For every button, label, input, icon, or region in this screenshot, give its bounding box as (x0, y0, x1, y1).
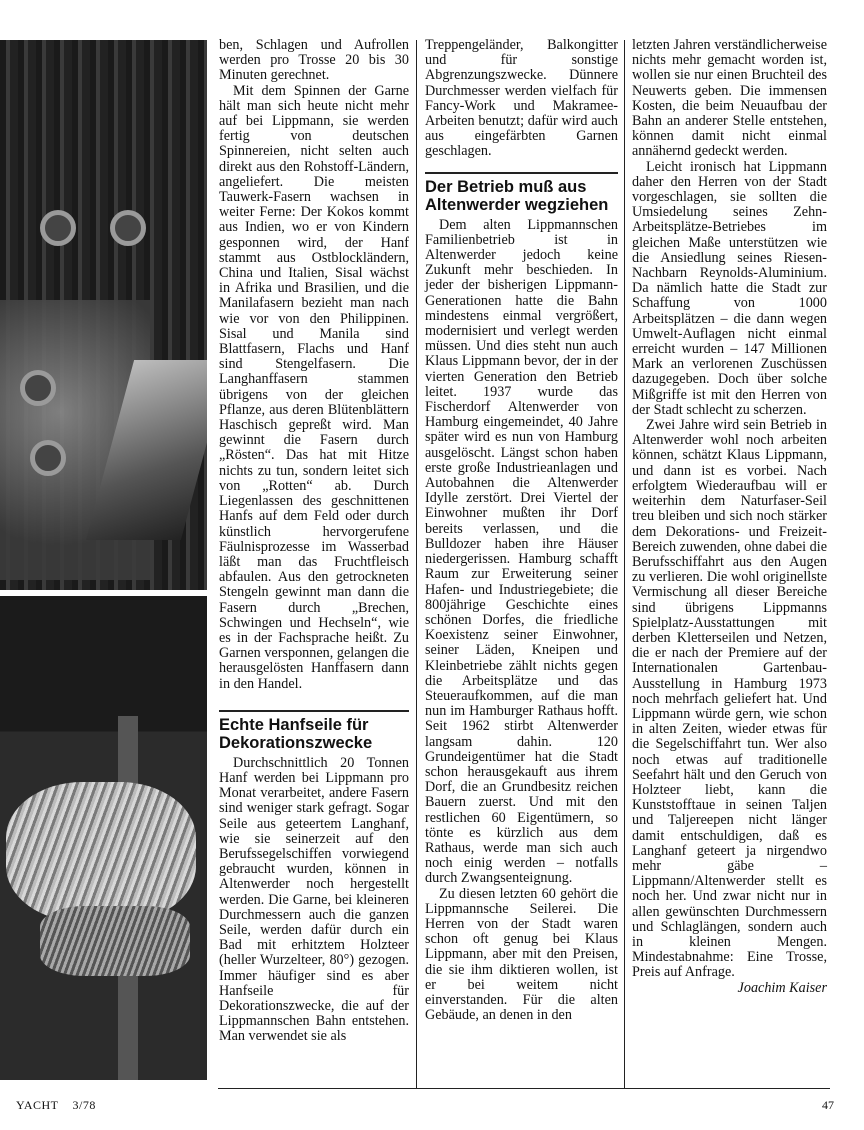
article-column-1 (219, 38, 409, 1045)
section-heading: Der Betrieb muß aus Altenwerder wegziehen (425, 172, 618, 214)
photo-detail (40, 906, 190, 976)
photo-detail (110, 210, 146, 246)
paragraph: Mit dem Spinnen der Garne hält man sich heute nicht mehr auf bei Lippmann, sie werden fertig von deutschen Spinnereien, nicht selten auch direkt aus den Rohstoff-Ländern, angeliefert. Die meisten Tauwerk-Fasern wachsen in weiter Ferne: Der Kokos kommt aus Indien, wo er von Kindern gesponnen wird, der Hanf stammt aus Ostblockländern, China und Italien, Sisal wächst in Afrika und Brasilien, und die Manilafasern bezieht man nach wie vor von den Philippinen. Sisal und Manila sind Blattfasern, Flachs und Hanf sind Stengelfasern. Die Langhanffasern stammen übrigens von der gleichen Pflanze, aus deren Blütenblättern Haschisch gepreßt wird. Man gewinnt die Fasern durch „Rösten“. Das hat mit Hitze nichts zu tun, sondern leitet sich von „Rotten“ ab. Durch Liegenlassen des geschnittenen Hanfs auf dem Feld oder durch künstlich hervorgerufene Fäulnisprozesse im Wasserbad läßt man das Fruchtfleisch abfaulen. Aus den getrockneten Stengeln gewinnt man dann die Fasern durch „Brechen, Schwingen und Hechseln“, wie es in der Fachsprache heißt. Zu Garnen versponnen, gelangen die herausgelösten Hanffasern dann in den Handel. (219, 82, 409, 692)
page-number: 47 (822, 1098, 834, 1112)
section-heading: Echte Hanfseile für Dekorationszwecke (219, 710, 409, 752)
footer-magazine (16, 1098, 96, 1113)
paragraph: Dem alten Lippmannschen Familienbetrieb ist in Altenwerder jedoch keine Zukunft mehr beschieden. In jeder der bisherigen Lippmann-Generationen hatte die Bahn mindestens einmal vergrößert, modernisiert und verlegt werden müssen. Und dies steht nun auch Klaus Lippmann bevor, der in der vierten Generation den Betrieb leitet. 1937 wurde das Fischerdorf Altenwerder von Hamburg eingemeindet, 40 Jahre später wird es nun von Hamburg ausgelöscht. Längst schon haben erste große Industrieanlagen und Autobahnen die Altenwerder Idylle zerstört. Drei Viertel der Einwohner mußten ihr Dorf bereits verlassen, und die Bulldozer haben ihre Häuser niedergerissen. Hamburg schafft Raum zur Erweiterung seiner Hafen- und Industriegebiete; die 800jährige Geschichte eines schönen Dorfes, die friedliche Koexistenz seiner Einwohner, seiner Läden, Kneipen und Kleinbetriebe zählt nichts gegen die Arbeitsplätze und das Steueraufkommen, auf die man nun im Hamburger Rathaus hofft. Seit 1962 stirbt Altenwerder langsam dahin. 120 Grundeigentümer hat die Stadt schon herausgekauft aus ihrem Dorf, die an Grundbesitz reichen Bauern zuerst. Und mit den restlichen 60 Eigentümern, so tönte es kürzlich aus dem Rathaus, werde man sich auch noch einig werden – notfalls durch Zwangsenteignung. (425, 216, 618, 887)
column-divider (416, 40, 417, 1088)
article-column-2 (425, 38, 618, 1023)
article-column-3 (632, 38, 827, 996)
photo-detail (30, 440, 66, 476)
photo-detail (40, 210, 76, 246)
paragraph: Zu diesen letzten 60 gehört die Lippmannsche Seilerei. Die Herren von der Stadt waren schon oft genug bei Klaus Lippmann, aber mit den Preisen, die sie ihm diktieren wollen, ist er bei weitem nicht einverstanden. Für die alten Gebäude, an denen in den (425, 885, 618, 1024)
paragraph-text: Zwei Jahre wird sein Betrieb in Altenwerder wohl noch arbeiten können, schätzt Klaus Lippmann, und dann ist es vorbei. Nach erfolgtem Wiederaufbau will er weiterhin dem Naturfaser-Seil treu bleiben und sich noch stärker dem Dekorations- und Freizeit-Bereich zuwenden, ohne dabei die Berufsschiffahrt aus den Augen zu verlieren. Die wohl originellste Vermischung all dieser Bereiche sind übrigens Lippmanns Spielplatz-Ausstattungen mit derben Kletterseilen und Netzen, die er nach der Premiere auf der Internationalen Gartenbau-Ausstellung in Hamburg 1973 noch mehrfach geliefert hat. Und Lippmann würde gern, wie schon in alten Zeiten, wieder etwas für die Segelschiffahrt tun. Wer also noch etwas auf traditionelle Seefahrt hält und den Geruch von Holzteer liebt, kann die Kunststofftaue in seinen Taljen und Taljereepen nicht länger damit entschuldigen, daß es Langhanf geteert ja nirgendwo mehr gäbe – Lippmann/Altenwerder stellt es noch her. Und zwar nicht nur in allen gewünschten Durchmessern und Schlaglängen, sondern auch in kleinen Mengen. Mindestabnahme: Eine Trosse, Preis auf Anfrage. (632, 417, 827, 981)
machinery-photo (0, 40, 207, 590)
paragraph: ben, Schlagen und Aufrollen werden pro Trosse 20 bis 30 Minuten gerechnet. (219, 37, 409, 84)
bottom-rule (218, 1088, 830, 1089)
photo-detail (6, 782, 196, 922)
paragraph (632, 417, 827, 996)
magazine-name: YACHT (16, 1098, 59, 1112)
author-signature: Joachim Kaiser (737, 979, 827, 996)
paragraph: Leicht ironisch hat Lippmann daher den Herren von der Stadt vorgeschlagen, sie sollten die Umsiedelung seines Zehn-Arbeitsplätze-Betriebes im gleichen Maße unterstützen wie die Ansiedlung seines Riesen-Nachbarn Reynolds-Aluminium. Da nämlich hatte die Stadt zur Schaffung von 1000 Arbeitsplätzen – die dann wegen Umwelt-Auflagen nicht einmal erreicht wurden – 147 Millionen Mark an verlorenen Zuschüssen dazugegeben. Doch über solche Mißgriffe ist mit den Herren von der Stadt schlecht zu scherzen. (632, 158, 827, 418)
paragraph: letzten Jahren verständlicherweise nichts mehr gemacht worden ist, wollen sie nur einen Bruchteil des Neuwerts geben. Die immensen Kosten, die beim Neuaufbau der Bahn an anderer Stelle entstehen, können damit nicht einmal annähernd gedeckt werden. (632, 37, 827, 160)
paragraph: Treppengeländer, Balkongitter und für sonstige Abgrenzungszwecke. Dünnere Durchmesser werden vielfach für Fancy-Work und Makramee-Arbeiten benutzt; dafür wird auch aus eingefärbten Garnen geschlagen. (425, 37, 618, 160)
rope-coil-photo (0, 596, 207, 1080)
issue-number: 3/78 (72, 1098, 96, 1112)
paragraph: Durchschnittlich 20 Tonnen Hanf werden bei Lippmann pro Monat verarbeitet, andere Fasern sind weniger stark gefragt. Sogar Seile aus geteertem Langhanf, wie sie seinerzeit auf den Berufssegelschiffen vorwiegend gebraucht wurden, können in Altenwerder noch hergestellt werden. Die Garne, bei kleineren Durchmessern auch die ganzen Seile, werden dafür durch ein Bad mit erhitztem Holzteer (heller Wurzelteer, 80°) gezogen. Immer häufiger sind es aber Hanfseile für Dekorationszwecke, die auf der Lippmannschen Bahn entstehen. Man verwendet sie als (219, 754, 409, 1045)
photo-detail (20, 370, 56, 406)
column-divider (624, 40, 625, 1088)
